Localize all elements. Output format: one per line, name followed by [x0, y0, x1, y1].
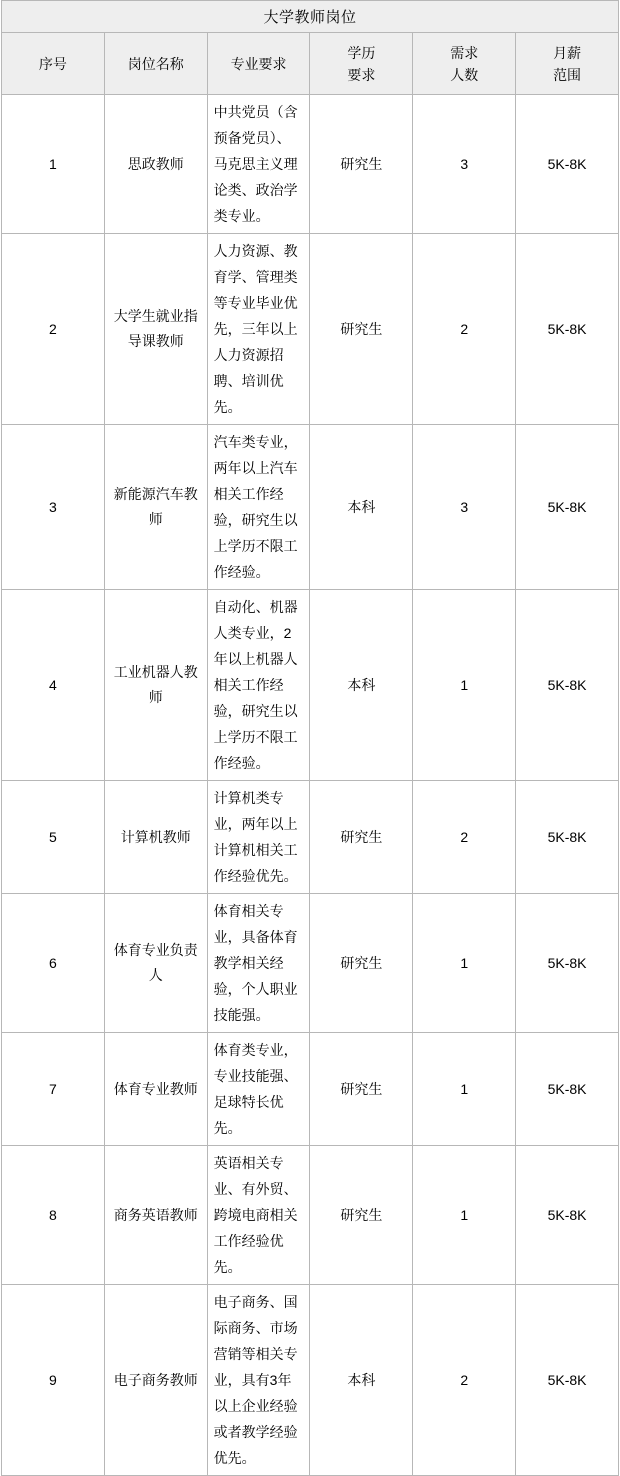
cell-count: 2: [413, 1285, 516, 1476]
cell-count: 2: [413, 234, 516, 425]
column-header-no-line-1: 序号: [38, 55, 67, 72]
cell-salary: 5K-8K: [516, 1146, 619, 1285]
cell-education: 本科: [310, 1285, 413, 1476]
column-header-education-line-1: 学历: [347, 44, 376, 61]
column-header-salary: [516, 33, 619, 95]
cell-count: 1: [413, 1146, 516, 1285]
cell-count: 2: [413, 781, 516, 894]
cell-count: 1: [413, 1033, 516, 1146]
cell-salary: 5K-8K: [516, 95, 619, 234]
column-header-name: [104, 33, 207, 95]
column-header-count: [413, 33, 516, 95]
column-header-salary-line-2: 范围: [553, 66, 582, 83]
cell-requirement: 中共党员（含预备党员）、马克思主义理论类、政治学类专业。: [207, 95, 310, 234]
cell-count: 1: [413, 590, 516, 781]
cell-requirement: 自动化、机器人类专业，2年以上机器人相关工作经验，研究生以上学历不限工作经验。: [207, 590, 310, 781]
cell-no: 1: [2, 95, 105, 234]
table-header-row: [2, 33, 619, 95]
cell-salary: 5K-8K: [516, 234, 619, 425]
cell-requirement: 人力资源、教育学、管理类等专业毕业优先，三年以上人力资源招聘、培训优先。: [207, 234, 310, 425]
job-table: [1, 0, 619, 1476]
cell-salary: 5K-8K: [516, 781, 619, 894]
column-header-count-line-1: 需求: [450, 44, 479, 61]
cell-name: 电子商务教师: [104, 1285, 207, 1476]
cell-no: 3: [2, 425, 105, 590]
column-header-requirement: [207, 33, 310, 95]
column-header-no: [2, 33, 105, 95]
cell-name: 新能源汽车教师: [104, 425, 207, 590]
column-header-count-line-2: 人数: [450, 66, 479, 83]
cell-salary: 5K-8K: [516, 1033, 619, 1146]
cell-education: 研究生: [310, 1033, 413, 1146]
cell-no: 8: [2, 1146, 105, 1285]
column-header-requirement-line-1: 专业要求: [230, 55, 287, 72]
cell-requirement: 体育类专业，专业技能强、足球特长优先。: [207, 1033, 310, 1146]
cell-count: 3: [413, 425, 516, 590]
cell-no: 4: [2, 590, 105, 781]
column-header-name-line-1: 岗位名称: [127, 55, 184, 72]
table-row: [2, 425, 619, 590]
cell-no: 2: [2, 234, 105, 425]
table-row: [2, 590, 619, 781]
cell-education: 本科: [310, 590, 413, 781]
cell-education: 研究生: [310, 1146, 413, 1285]
table-row: [2, 781, 619, 894]
cell-requirement: 体育相关专业，具备体育教学相关经验，个人职业技能强。: [207, 894, 310, 1033]
cell-salary: 5K-8K: [516, 590, 619, 781]
column-header-education-line-2: 要求: [347, 66, 376, 83]
cell-no: 6: [2, 894, 105, 1033]
column-header-education: [310, 33, 413, 95]
cell-salary: 5K-8K: [516, 1285, 619, 1476]
cell-name: 体育专业负责人: [104, 894, 207, 1033]
cell-name: 大学生就业指导课教师: [104, 234, 207, 425]
cell-count: 1: [413, 894, 516, 1033]
table-row: [2, 1146, 619, 1285]
column-header-salary-line-1: 月薪: [553, 44, 582, 61]
cell-salary: 5K-8K: [516, 425, 619, 590]
table-title-row: [2, 1, 619, 33]
table-body: [2, 1, 619, 1476]
cell-education: 研究生: [310, 894, 413, 1033]
table-title: 大学教师岗位: [2, 1, 619, 33]
cell-no: 9: [2, 1285, 105, 1476]
table-row: [2, 894, 619, 1033]
cell-count: 3: [413, 95, 516, 234]
cell-requirement: 汽车类专业，两年以上汽车相关工作经验，研究生以上学历不限工作经验。: [207, 425, 310, 590]
table-row: [2, 95, 619, 234]
table-row: [2, 1285, 619, 1476]
cell-no: 7: [2, 1033, 105, 1146]
cell-education: 研究生: [310, 95, 413, 234]
table-row: [2, 1033, 619, 1146]
cell-education: 研究生: [310, 781, 413, 894]
cell-requirement: 电子商务、国际商务、市场营销等相关专业，具有3年以上企业经验或者教学经验优先。: [207, 1285, 310, 1476]
cell-education: 研究生: [310, 234, 413, 425]
cell-name: 工业机器人教师: [104, 590, 207, 781]
table-row: [2, 234, 619, 425]
cell-name: 计算机教师: [104, 781, 207, 894]
cell-name: 思政教师: [104, 95, 207, 234]
cell-no: 5: [2, 781, 105, 894]
cell-name: 体育专业教师: [104, 1033, 207, 1146]
cell-requirement: 英语相关专业、有外贸、跨境电商相关工作经验优先。: [207, 1146, 310, 1285]
cell-requirement: 计算机类专业，两年以上计算机相关工作经验优先。: [207, 781, 310, 894]
cell-salary: 5K-8K: [516, 894, 619, 1033]
cell-education: 本科: [310, 425, 413, 590]
cell-name: 商务英语教师: [104, 1146, 207, 1285]
